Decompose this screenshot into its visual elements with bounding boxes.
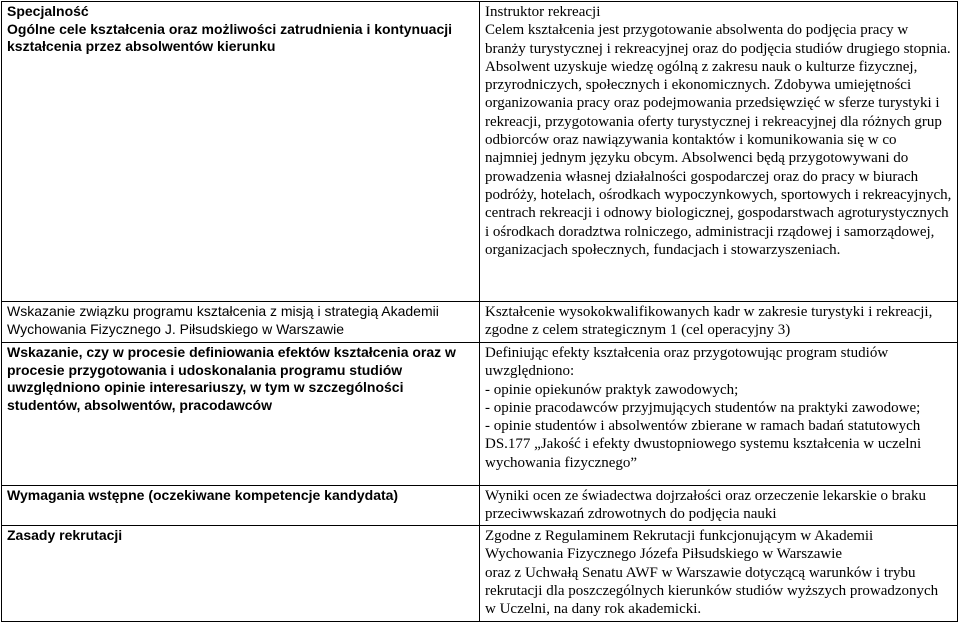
table-row <box>2 486 958 526</box>
specialty-value: Instruktor rekreacji <box>485 4 601 20</box>
requirements-label: Wymagania wstępne (oczekiwane kompetencje kandydata) <box>7 487 399 503</box>
table-row <box>2 302 958 343</box>
table-row <box>2 343 958 486</box>
stakeholders-label: Wskazanie, czy w procesie definiowania efektów kształcenia oraz w procesie przygotowania i udoskonalania programu studiów uwzględniono opinie interesariuszy, w tym w szczególności studentów, absolwentów, pracodawców <box>7 344 456 413</box>
label-cell <box>2 2 480 302</box>
label-cell <box>2 526 480 622</box>
content-cell <box>480 2 958 302</box>
mission-text: Kształcenie wysokokwalifikowanych kadr w zakresie turystyki i rekreacji, zgodne z celem strategicznym 1 (cel operacyjny 3) <box>485 304 933 339</box>
label-cell <box>2 343 480 486</box>
specialty-label: Specjalność <box>7 3 89 19</box>
requirements-text: Wyniki ocen ze świadectwa dojrzałości oraz orzeczenie lekarskie o braku przeciwwskazań zdrowotnych do podjęcia nauki <box>485 488 926 523</box>
table-row <box>2 526 958 622</box>
document-table <box>1 1 958 622</box>
stakeholders-text: Definiując efekty kształcenia oraz przygotowując program studiów uwzględniono: - opinie opiekunów praktyk zawodowych; - opinie pracodawców przyjmujących studentów na praktyki zawodowe; - opinie studentów i absolwentów zbierane w ramach badań statutowych DS.177 „Jakość i efekty dwustopniowego systemu kształcenia w uczelni wychowania fizycznego” <box>485 345 922 471</box>
goals-text: Celem kształcenia jest przygotowanie absolwenta do podjęcia pracy w branży turystycznej i rekreacyjnej oraz do podjęcia studiów drugiego stopnia. Absolwent uzyskuje wiedzę ogólną z zakresu nauk o kulturze fizycznej, przyrodniczych, społecznych i ekonomicznych. Zdobywa umiejętności organizowania pracy oraz podejmowania przedsięwzięć w sferze turystyki i rekreacji, przygotowania oferty turystycznej i rekreacyjnej dla różnych grup odbiorców oraz nawiązywania kontaktów i komunikowania się w co najmniej jednym języku obcym. Absolwenci będą przygotowywani do prowadzenia własnej działalności gospodarczej oraz do pracy w biurach podróży, hotelach, ośrodkach wypoczynkowych, sportowych i rekreacyjnych, centrach rekreacji i odnowy biologicznej, gospodarstwach agroturystycznych i ośrodkach doradztwa rolniczego, administracji rządowej i samorządowej, organizacjach społecznych, fundacjach i stowarzyszeniach. <box>485 22 952 258</box>
recruitment-label: Zasady rekrutacji <box>7 527 123 543</box>
goals-label: Ogólne cele kształcenia oraz możliwości zatrudnienia i kontynuacji kształcenia przez absolwentów kierunku <box>7 20 453 54</box>
content-cell <box>480 302 958 343</box>
content-cell <box>480 343 958 486</box>
label-cell <box>2 486 480 526</box>
table-row <box>2 2 958 302</box>
mission-label: Wskazanie związku programu kształcenia z misją i strategią Akademii Wychowania Fizycznego J. Piłsudskiego w Warszawie <box>7 303 439 337</box>
recruitment-text: Zgodne z Regulaminem Rekrutacji funkcjonującym w Akademii Wychowania Fizycznego Józefa Piłsudskiego w Warszawie oraz z Uchwałą Senatu AWF w Warszawie dotyczącą warunków i trybu rekrutacji dla poszczególnych kierunków studiów wyższych prowadzonych w Uczelni, na dany rok akademicki. <box>485 528 939 618</box>
content-cell <box>480 486 958 526</box>
label-cell <box>2 302 480 343</box>
content-cell <box>480 526 958 622</box>
